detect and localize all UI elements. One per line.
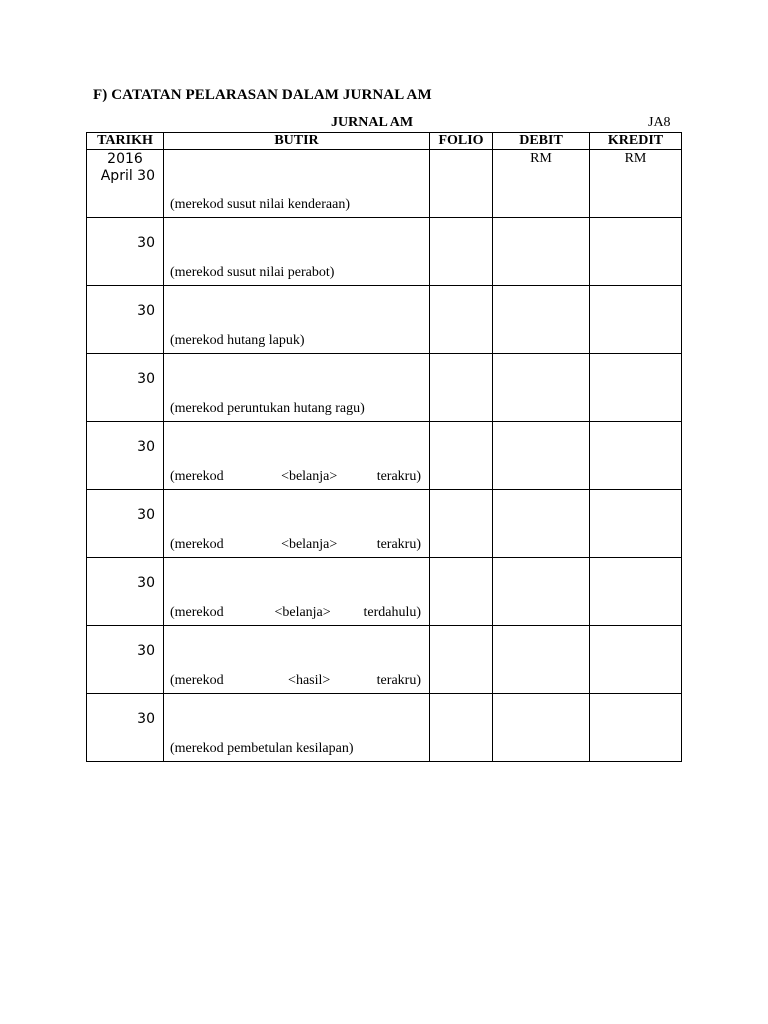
page-heading: F) CATATAN PELARASAN DALAM JURNAL AM bbox=[93, 87, 432, 103]
date-day: 30 bbox=[137, 575, 155, 591]
journal-reference: JA8 bbox=[648, 115, 671, 130]
butir-note: (merekod hutang lapuk) bbox=[170, 333, 305, 348]
table-row bbox=[87, 150, 682, 218]
date-cell bbox=[87, 490, 164, 558]
butir-note bbox=[170, 537, 421, 553]
column-header-tarikh: TARIKH bbox=[87, 133, 164, 150]
table-row bbox=[87, 354, 682, 422]
butir-note: (merekod susut nilai perabot) bbox=[170, 265, 335, 280]
journal-title: JURNAL AM bbox=[331, 115, 414, 130]
kredit-cell bbox=[590, 286, 682, 354]
kredit-cell bbox=[590, 694, 682, 762]
butir-note-part: terakru) bbox=[376, 537, 421, 552]
table-row bbox=[87, 422, 682, 490]
butir-note bbox=[170, 605, 421, 621]
butir-note-part: (merekod bbox=[170, 605, 224, 620]
date-day: 30 bbox=[137, 507, 155, 523]
date-day: 30 bbox=[137, 371, 155, 387]
folio-cell bbox=[430, 150, 493, 218]
butir-note: (merekod pembetulan kesilapan) bbox=[170, 741, 354, 756]
journal-header-row bbox=[87, 133, 682, 150]
debit-cell bbox=[493, 626, 590, 694]
debit-currency: RM bbox=[530, 151, 552, 166]
butir-cell bbox=[164, 422, 430, 490]
table-row bbox=[87, 286, 682, 354]
folio-cell bbox=[430, 626, 493, 694]
butir-cell bbox=[164, 150, 430, 218]
column-header-butir: BUTIR bbox=[164, 133, 430, 150]
column-header-kredit: KREDIT bbox=[590, 133, 682, 150]
butir-note-part: terakru) bbox=[376, 469, 421, 484]
date-day: 30 bbox=[137, 711, 155, 727]
date-cell bbox=[87, 626, 164, 694]
butir-cell bbox=[164, 694, 430, 762]
kredit-cell bbox=[590, 150, 682, 218]
kredit-cell bbox=[590, 626, 682, 694]
butir-cell bbox=[164, 354, 430, 422]
butir-note-part: <belanja> bbox=[281, 469, 338, 484]
butir-note-part: terakru) bbox=[376, 673, 421, 688]
folio-cell bbox=[430, 422, 493, 490]
kredit-cell bbox=[590, 558, 682, 626]
column-header-folio: FOLIO bbox=[430, 133, 493, 150]
debit-cell bbox=[493, 354, 590, 422]
butir-note-part: terdahulu) bbox=[363, 605, 421, 620]
date-day: 30 bbox=[137, 643, 155, 659]
journal-table bbox=[86, 132, 682, 762]
debit-cell bbox=[493, 218, 590, 286]
column-header-debit: DEBIT bbox=[493, 133, 590, 150]
kredit-currency: RM bbox=[624, 151, 647, 166]
date-cell bbox=[87, 150, 164, 218]
date-day: 30 bbox=[137, 235, 155, 251]
butir-note-part: (merekod bbox=[170, 537, 224, 552]
date-day: 30 bbox=[137, 439, 155, 455]
butir-note-part: (merekod bbox=[170, 673, 224, 688]
folio-cell bbox=[430, 286, 493, 354]
butir-note: (merekod peruntukan hutang ragu) bbox=[170, 401, 365, 416]
date-cell bbox=[87, 218, 164, 286]
date-cell bbox=[87, 694, 164, 762]
debit-cell bbox=[493, 286, 590, 354]
table-row bbox=[87, 218, 682, 286]
date-day: April 30 bbox=[100, 168, 155, 184]
kredit-cell bbox=[590, 490, 682, 558]
debit-cell bbox=[493, 558, 590, 626]
kredit-cell bbox=[590, 354, 682, 422]
debit-cell bbox=[493, 490, 590, 558]
butir-cell bbox=[164, 558, 430, 626]
butir-cell bbox=[164, 490, 430, 558]
date-cell bbox=[87, 558, 164, 626]
debit-cell bbox=[493, 150, 590, 218]
folio-cell bbox=[430, 558, 493, 626]
butir-note-part: <hasil> bbox=[288, 673, 331, 688]
butir-note bbox=[170, 673, 421, 689]
butir-cell bbox=[164, 218, 430, 286]
butir-note bbox=[170, 469, 421, 485]
butir-note-part: (merekod bbox=[170, 469, 224, 484]
folio-cell bbox=[430, 354, 493, 422]
butir-note: (merekod susut nilai kenderaan) bbox=[170, 197, 350, 212]
table-row bbox=[87, 694, 682, 762]
table-row bbox=[87, 558, 682, 626]
kredit-cell bbox=[590, 218, 682, 286]
date-cell bbox=[87, 354, 164, 422]
butir-note-part: <belanja> bbox=[281, 537, 338, 552]
butir-cell bbox=[164, 286, 430, 354]
date-cell bbox=[87, 286, 164, 354]
debit-cell bbox=[493, 422, 590, 490]
debit-cell bbox=[493, 694, 590, 762]
date-day: 30 bbox=[137, 303, 155, 319]
butir-note-part: <belanja> bbox=[274, 605, 331, 620]
date-year: 2016 bbox=[107, 151, 143, 167]
folio-cell bbox=[430, 490, 493, 558]
kredit-cell bbox=[590, 422, 682, 490]
butir-cell bbox=[164, 626, 430, 694]
table-row bbox=[87, 626, 682, 694]
table-row bbox=[87, 490, 682, 558]
date-cell bbox=[87, 422, 164, 490]
folio-cell bbox=[430, 218, 493, 286]
folio-cell bbox=[430, 694, 493, 762]
